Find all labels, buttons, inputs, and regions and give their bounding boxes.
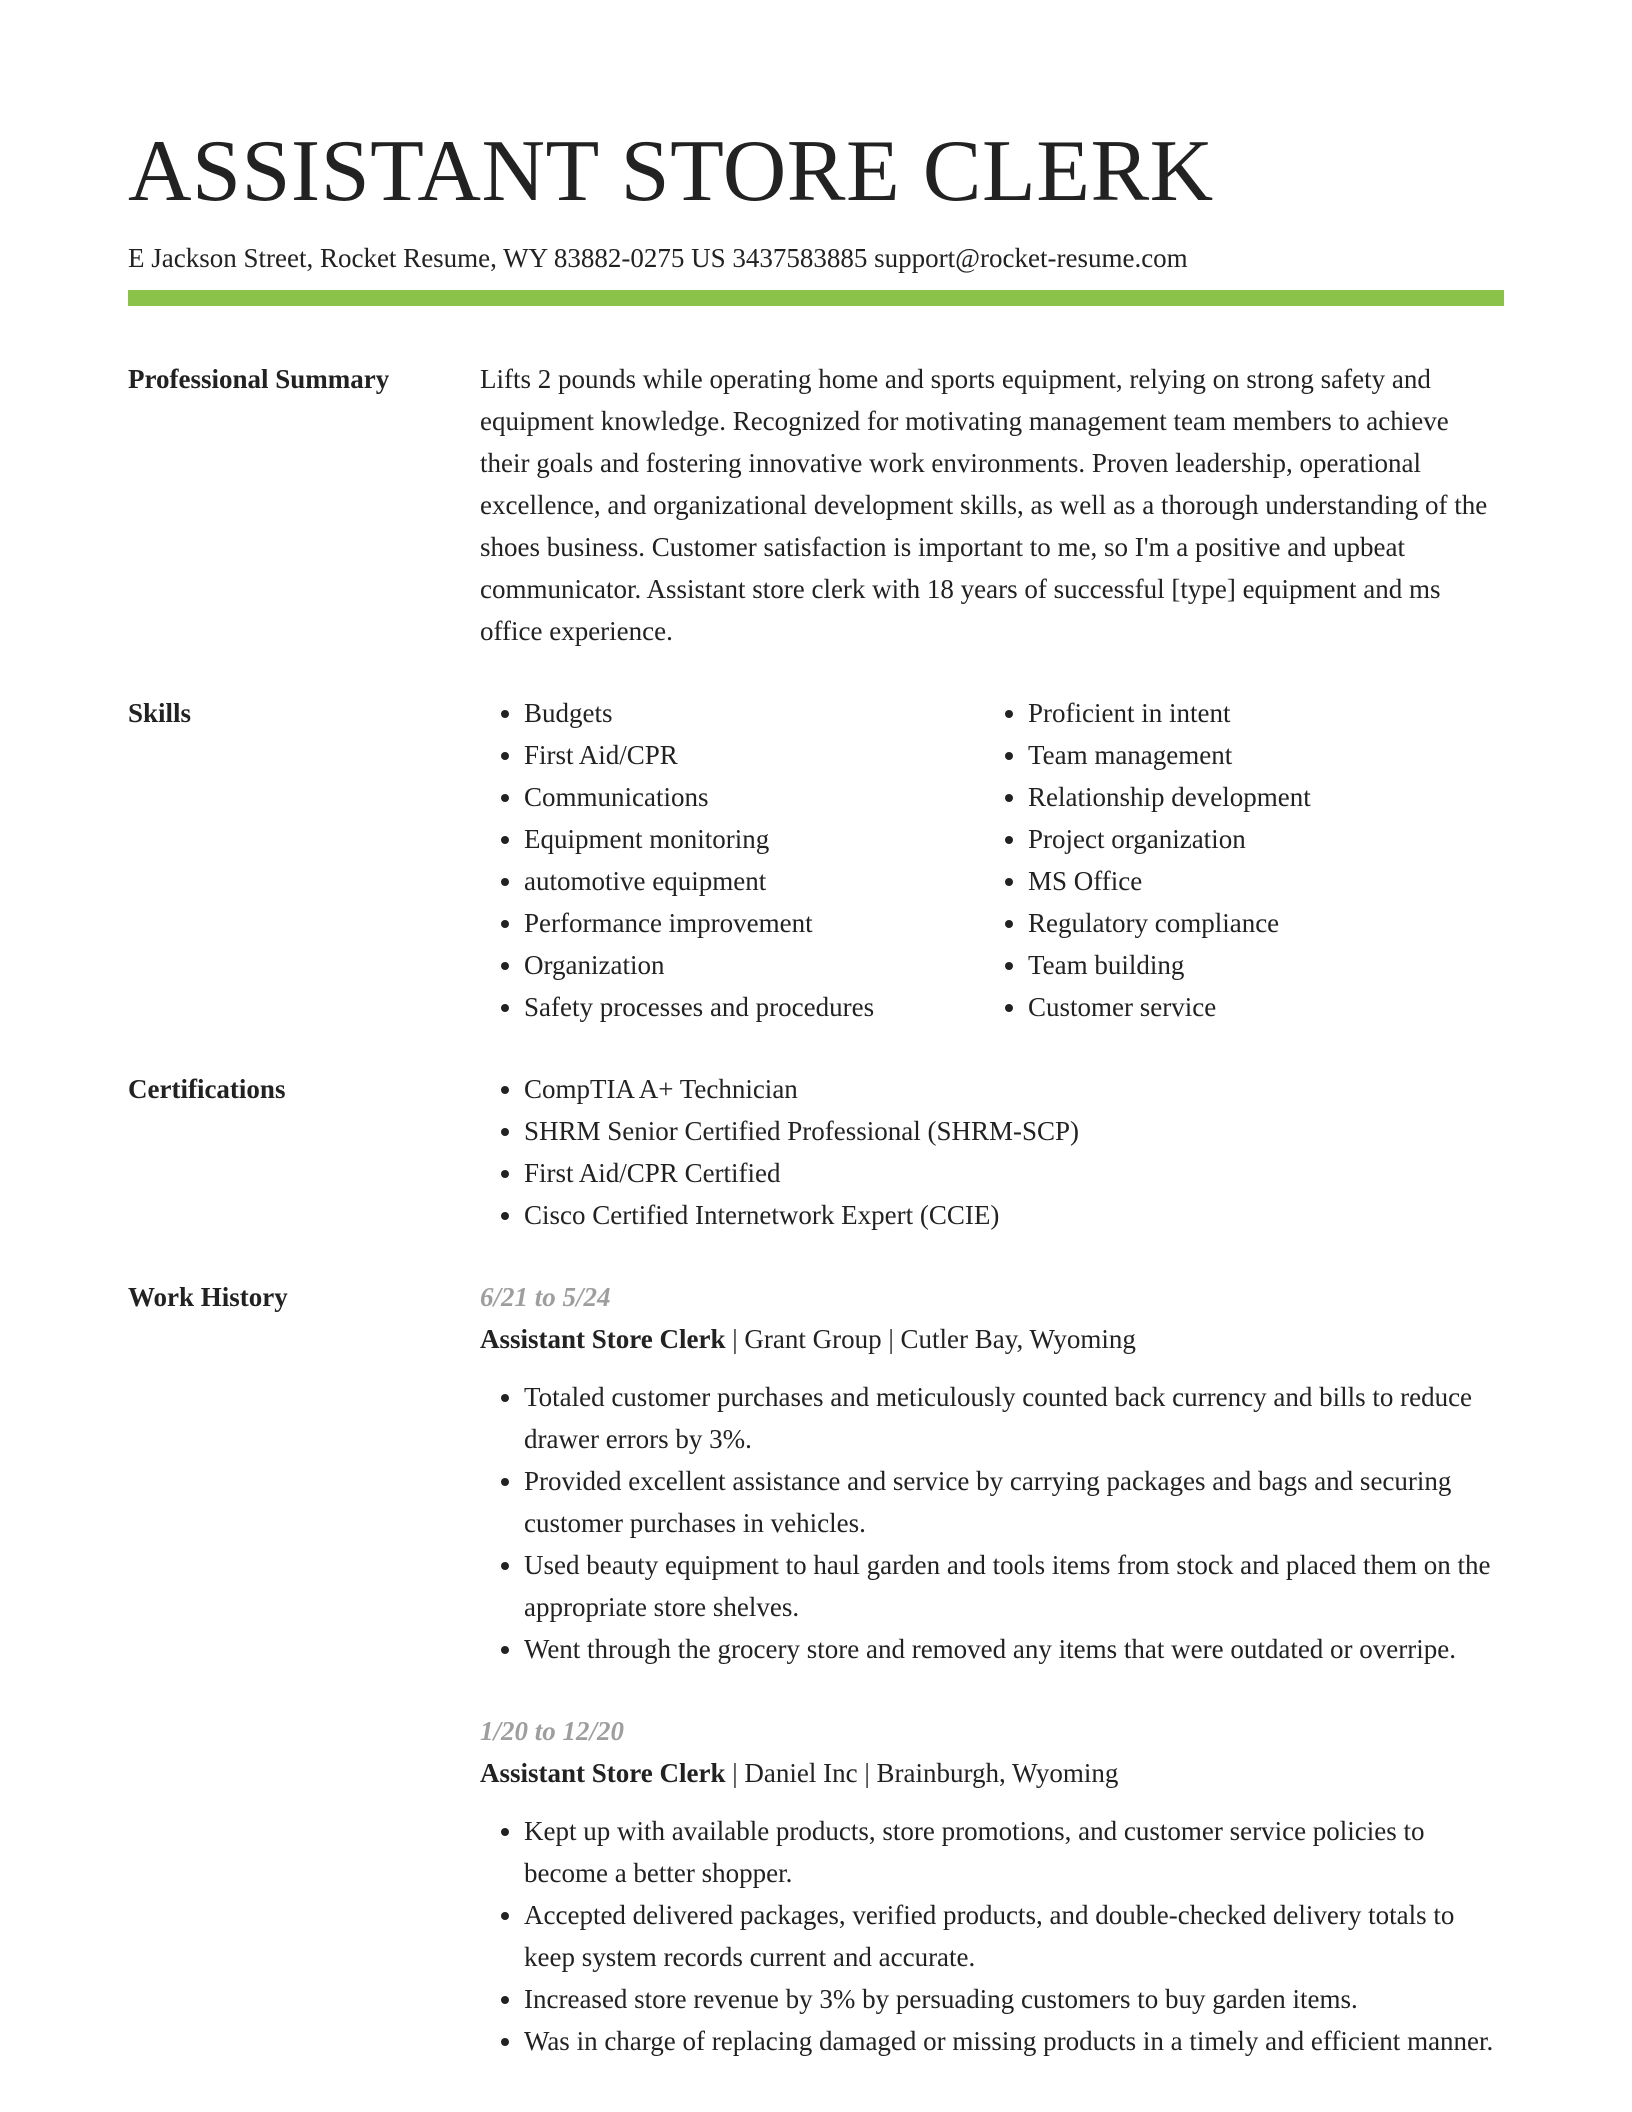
job-bullets	[480, 1376, 1504, 1670]
section-label-summary: Professional Summary	[128, 364, 390, 394]
resume-page	[128, 118, 1504, 2062]
skill-item: • Budgets	[524, 692, 984, 734]
certification-item: • CompTIA A+ Technician	[524, 1068, 1504, 1110]
skill-item: • Safety processes and procedures	[524, 986, 984, 1028]
summary-section	[128, 358, 1504, 652]
work-history-section	[128, 1276, 1504, 2062]
certification-item: • Cisco Certified Internetwork Expert (CCIE)	[524, 1194, 1504, 1236]
job-dates: 1/20 to 12/20	[480, 1716, 625, 1746]
skill-item: • Proficient in intent	[1028, 692, 1488, 734]
job-bullets	[480, 1810, 1504, 2062]
job-bullet: • Used beauty equipment to haul garden and tools items from stock and placed them on the appropriate store shelves.	[524, 1544, 1504, 1628]
skill-item: • Project organization	[1028, 818, 1488, 860]
skill-item: • Communications	[524, 776, 984, 818]
certifications-section	[128, 1068, 1504, 1236]
skills-section	[128, 692, 1504, 1028]
section-label-certifications: Certifications	[128, 1074, 286, 1104]
job-heading	[480, 1752, 1504, 1794]
certifications-list	[480, 1068, 1504, 1236]
job-bullet: • Accepted delivered packages, verified products, and double-checked delivery totals to keep system records current and accurate.	[524, 1894, 1504, 1978]
job-dates: 6/21 to 5/24	[480, 1282, 611, 1312]
certification-item: • SHRM Senior Certified Professional (SHRM-SCP)	[524, 1110, 1504, 1152]
accent-divider	[128, 290, 1504, 306]
section-label-work-history: Work History	[128, 1282, 288, 1312]
skills-content	[480, 692, 1504, 1028]
skill-item: • Performance improvement	[524, 902, 984, 944]
summary-content	[480, 358, 1504, 652]
skills-list-left	[480, 692, 984, 1028]
skill-item: • Relationship development	[1028, 776, 1488, 818]
job-bullet: • Was in charge of replacing damaged or missing products in a timely and efficient manner.	[524, 2020, 1504, 2062]
skill-item: • MS Office	[1028, 860, 1488, 902]
job-bullet: • Increased store revenue by 3% by persuading customers to buy garden items.	[524, 1978, 1504, 2020]
job-bullet: • Went through the grocery store and removed any items that were outdated or overripe.	[524, 1628, 1504, 1670]
skill-item: • Team building	[1028, 944, 1488, 986]
job-entry	[480, 1710, 1504, 2062]
job-bullet: • Provided excellent assistance and service by carrying packages and bags and securing customer purchases in vehicles.	[524, 1460, 1504, 1544]
skill-item: • First Aid/CPR	[524, 734, 984, 776]
job-bullet: • Totaled customer purchases and meticulously counted back currency and bills to reduce drawer errors by 3%.	[524, 1376, 1504, 1460]
work-history-content	[480, 1276, 1504, 2062]
summary-text: Lifts 2 pounds while operating home and sports equipment, relying on strong safety and equipment knowledge. Recognized for motivating management team members to achieve their goals and fostering innovative work environments. Proven leadership, operational excellence, and organizational development skills, as well as a thorough understanding of the shoes business. Customer satisfaction is important to me, so I'm a positive and upbeat communicator. Assistant store clerk with 18 years of successful [type] equipment and ms office experience.	[480, 364, 1488, 646]
job-details: | Daniel Inc | Brainburgh, Wyoming	[725, 1758, 1119, 1788]
certification-item: • First Aid/CPR Certified	[524, 1152, 1504, 1194]
skill-item: • Organization	[524, 944, 984, 986]
section-label-skills: Skills	[128, 698, 192, 728]
skill-item: • Team management	[1028, 734, 1488, 776]
job-entry	[480, 1276, 1504, 1670]
job-details: | Grant Group | Cutler Bay, Wyoming	[725, 1324, 1136, 1354]
job-bullet: • Kept up with available products, store promotions, and customer service policies to become a better shopper.	[524, 1810, 1504, 1894]
resume-title: ASSISTANT STORE CLERK	[128, 123, 1214, 220]
skill-item: • Equipment monitoring	[524, 818, 984, 860]
contact-line: E Jackson Street, Rocket Resume, WY 83882-0275 US 3437583885 support@rocket-resume.com	[128, 243, 1188, 273]
skill-item: • Customer service	[1028, 986, 1488, 1028]
skill-item: • Regulatory compliance	[1028, 902, 1488, 944]
job-title: Assistant Store Clerk	[480, 1758, 726, 1788]
skills-list-right	[984, 692, 1488, 1028]
job-title: Assistant Store Clerk	[480, 1324, 726, 1354]
certifications-content	[480, 1068, 1504, 1236]
job-heading	[480, 1318, 1504, 1360]
skill-item: • automotive equipment	[524, 860, 984, 902]
